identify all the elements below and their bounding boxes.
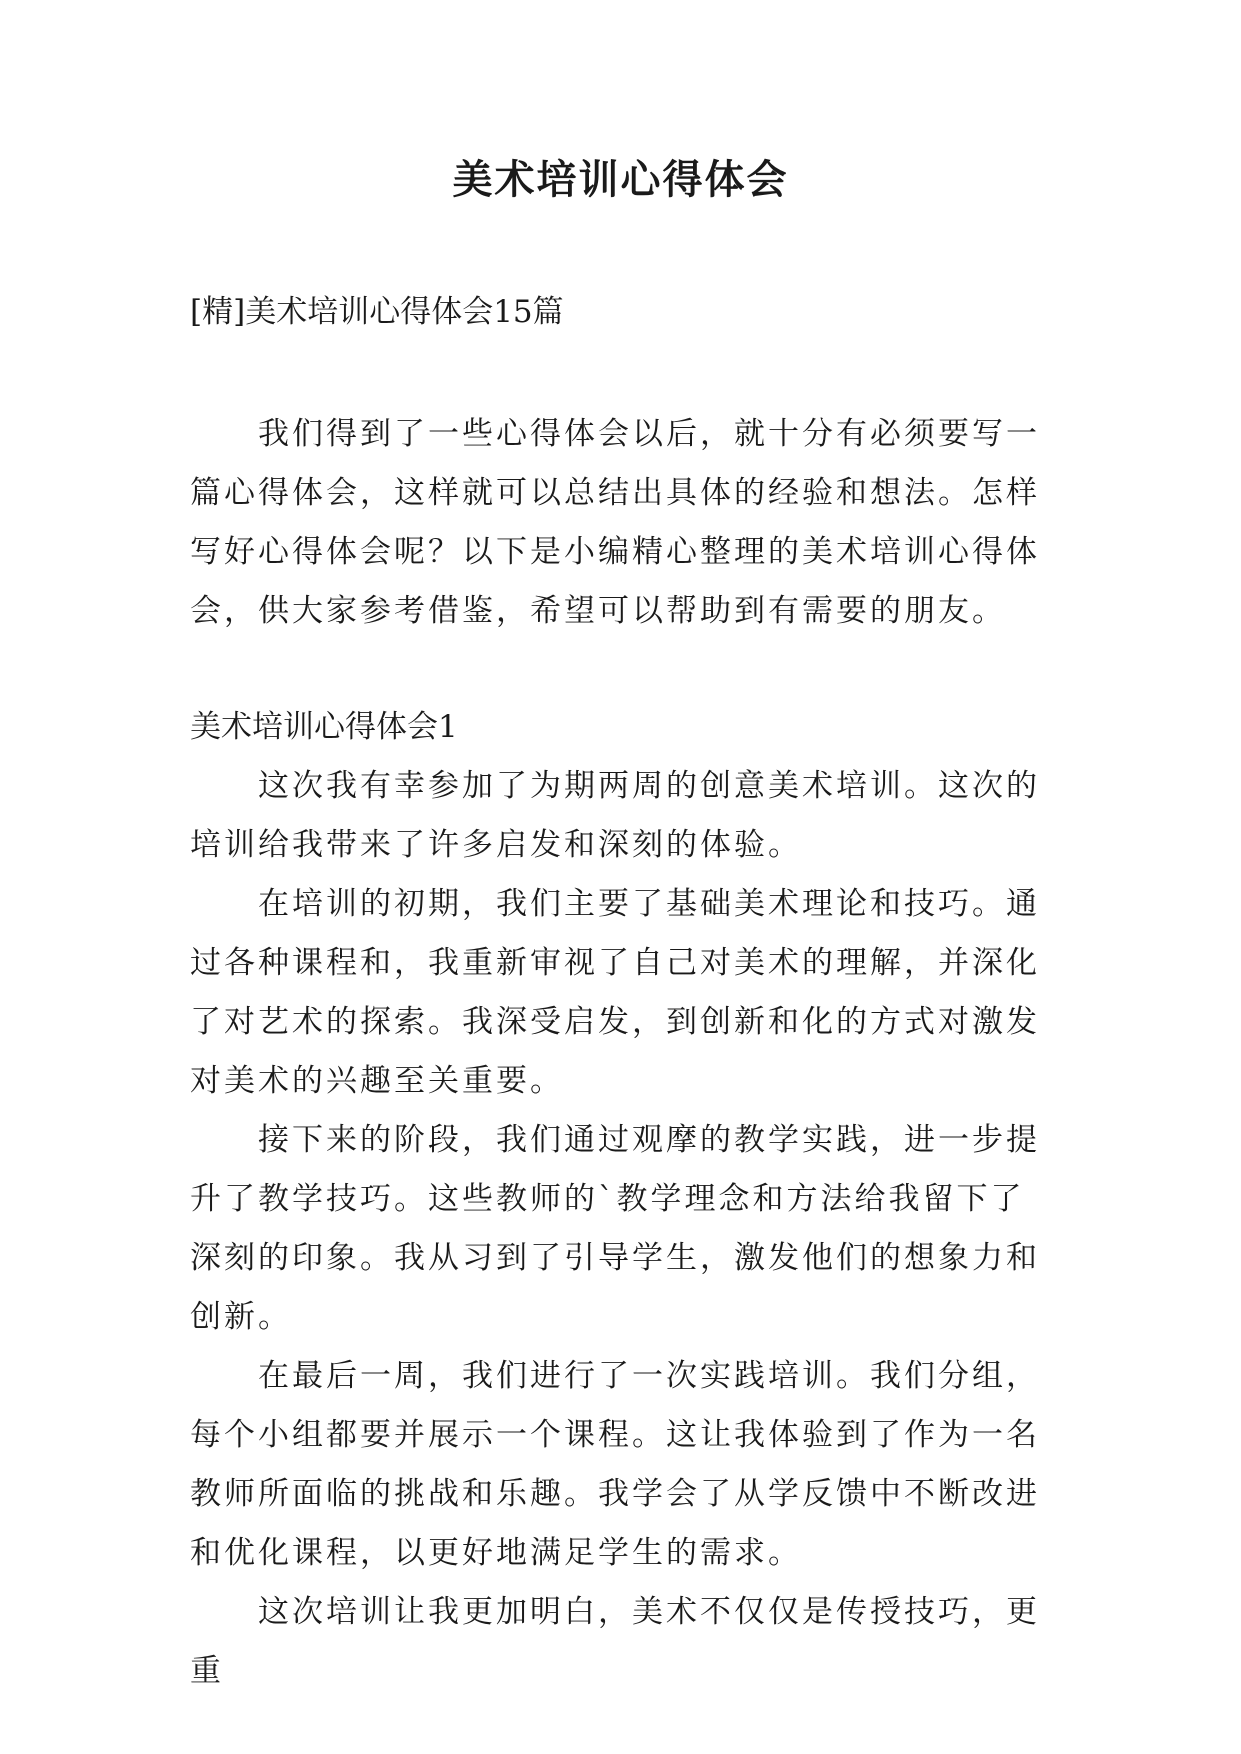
intro-paragraph: 我们得到了一些心得体会以后，就十分有必须要写一篇心得体会，这样就可以总结出具体的经验和想法。怎样写好心得体会呢？以下是小编精心整理的美术培训心得体会，供大家参考借鉴，希望可以帮助到有需要的朋友。 [190, 416, 1040, 629]
document-title: 美术培训心得体会 [452, 156, 789, 203]
body-paragraph: 在最后一周，我们进行了一次实践培训。我们分组，每个小组都要并展示一个课程。这让我体验到了作为一名教师所面临的挑战和乐趣。我学会了从学反馈中不断改进和优化课程，以更好地满足学生的需求。 [190, 1358, 1040, 1571]
body-paragraph: 接下来的阶段，我们通过观摩的教学实践，进一步提升了教学技巧。这些教师的`教学理念和方法给我留下了深刻的印象。我从习到了引导学生，激发他们的想象力和创新。 [190, 1122, 1040, 1335]
section-heading: 美术培训心得体会1 [190, 709, 458, 745]
document-subtitle: [精]美术培训心得体会15篇 [190, 294, 564, 330]
body-paragraph: 这次培训让我更加明白，美术不仅仅是传授技巧，更重 [190, 1594, 1040, 1689]
body-paragraph: 这次我有幸参加了为期两周的创意美术培训。这次的培训给我带来了许多启发和深刻的体验。 [190, 768, 1040, 863]
body-paragraph: 在培训的初期，我们主要了基础美术理论和技巧。通过各种课程和，我重新审视了自己对美术的理解，并深化了对艺术的探索。我深受启发，到创新和化的方式对激发对美术的兴趣至关重要。 [190, 886, 1040, 1099]
section-1 [190, 698, 1050, 1701]
